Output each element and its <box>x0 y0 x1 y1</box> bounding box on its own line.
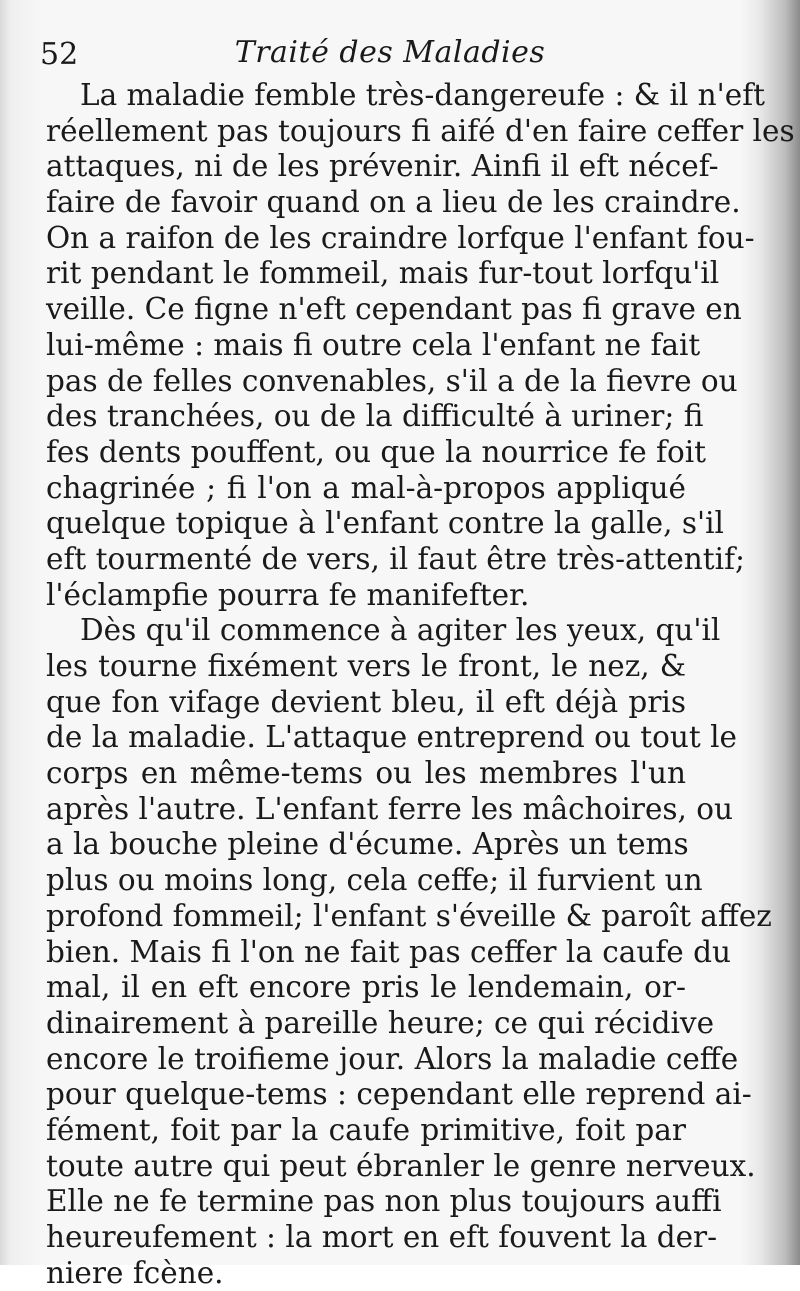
text-line: fes dents pouffent, ou que la nourrice fe foit <box>46 434 707 469</box>
text-line: bien. Mais fi l'on ne fait pas ceffer la caufe du <box>46 934 732 969</box>
text-line: niere fcène. <box>46 1255 224 1290</box>
text-line: dinairement à pareille heure; ce qui récidive <box>46 1005 715 1040</box>
text-line: encore le troifieme jour. Alors la maladie ceffe <box>46 1041 739 1076</box>
text-line: plus ou moins long, cela ceffe; il furvient un <box>46 863 703 898</box>
text-line: attaques, ni de les prévenir. Ainfi il eft nécef- <box>46 149 719 184</box>
running-title: Traité des Maladies <box>234 35 546 70</box>
text-line: a la bouche pleine d'écume. Après un tems <box>46 827 689 862</box>
page-header <box>40 34 740 74</box>
text-line: On a raifon de les craindre lorfque l'enfant fou- <box>46 220 755 255</box>
text-line: toute autre qui peut ébranler le genre nerveux. <box>46 1148 756 1183</box>
text-line: faire de favoir quand on a lieu de les craindre. <box>46 185 741 220</box>
text-line: des tranchées, ou de la difficulté à uriner; fi <box>46 399 704 434</box>
text-line: après l'autre. L'enfant ferre les mâchoires, ou <box>46 791 734 826</box>
text-line: profond fommeil; l'enfant s'éveille & paroît affez <box>46 898 772 933</box>
text-line: Dès qu'il commence à agiter les yeux, qu'il <box>80 613 721 648</box>
text-line: Elle ne fe termine pas non plus toujours auffi <box>46 1184 722 1219</box>
text-line: veille. Ce figne n'eft cependant pas fi grave en <box>46 292 742 327</box>
text-line: heureufement : la mort en eft fouvent la der- <box>46 1220 718 1254</box>
page-number: 52 <box>40 37 79 72</box>
text-line: mal, il en eft encore pris le lendemain, or- <box>46 970 686 1005</box>
text-line: les tourne fixément vers le front, le nez, & <box>46 649 686 683</box>
text-line: que fon vifage devient bleu, il eft déjà pris <box>46 684 686 719</box>
text-line: eft tourmenté de vers, il faut être très-attentif; <box>46 541 745 576</box>
text-line: corps en même-tems ou les membres l'un <box>46 756 686 791</box>
text-line: lui-même : mais fi outre cela l'enfant ne fait <box>46 327 701 362</box>
text-line: l'éclampfie pourra fe manifefter. <box>46 577 530 612</box>
body-text <box>46 78 795 1291</box>
book-page <box>40 0 795 1290</box>
text-line: réellement pas toujours fi aifé d'en faire ceffer les <box>46 113 795 148</box>
text-line: pas de felles convenables, s'il a de la fievre ou <box>46 363 738 398</box>
text-line: pour quelque-tems : cependant elle reprend ai- <box>46 1077 752 1112</box>
text-line: quelque topique à l'enfant contre la galle, s'il <box>46 506 724 541</box>
text-line: fément, foit par la caufe primitive, foit par <box>46 1112 686 1147</box>
text-line: rit pendant le fommeil, mais fur-tout lorfqu'il <box>46 256 720 291</box>
text-line: chagrinée ; fi l'on a mal-à-propos appliqué <box>46 470 686 505</box>
text-line: de la maladie. L'attaque entreprend ou tout le <box>46 720 737 755</box>
text-line: La maladie femble très-dangereufe : & il n'eft <box>80 78 765 112</box>
